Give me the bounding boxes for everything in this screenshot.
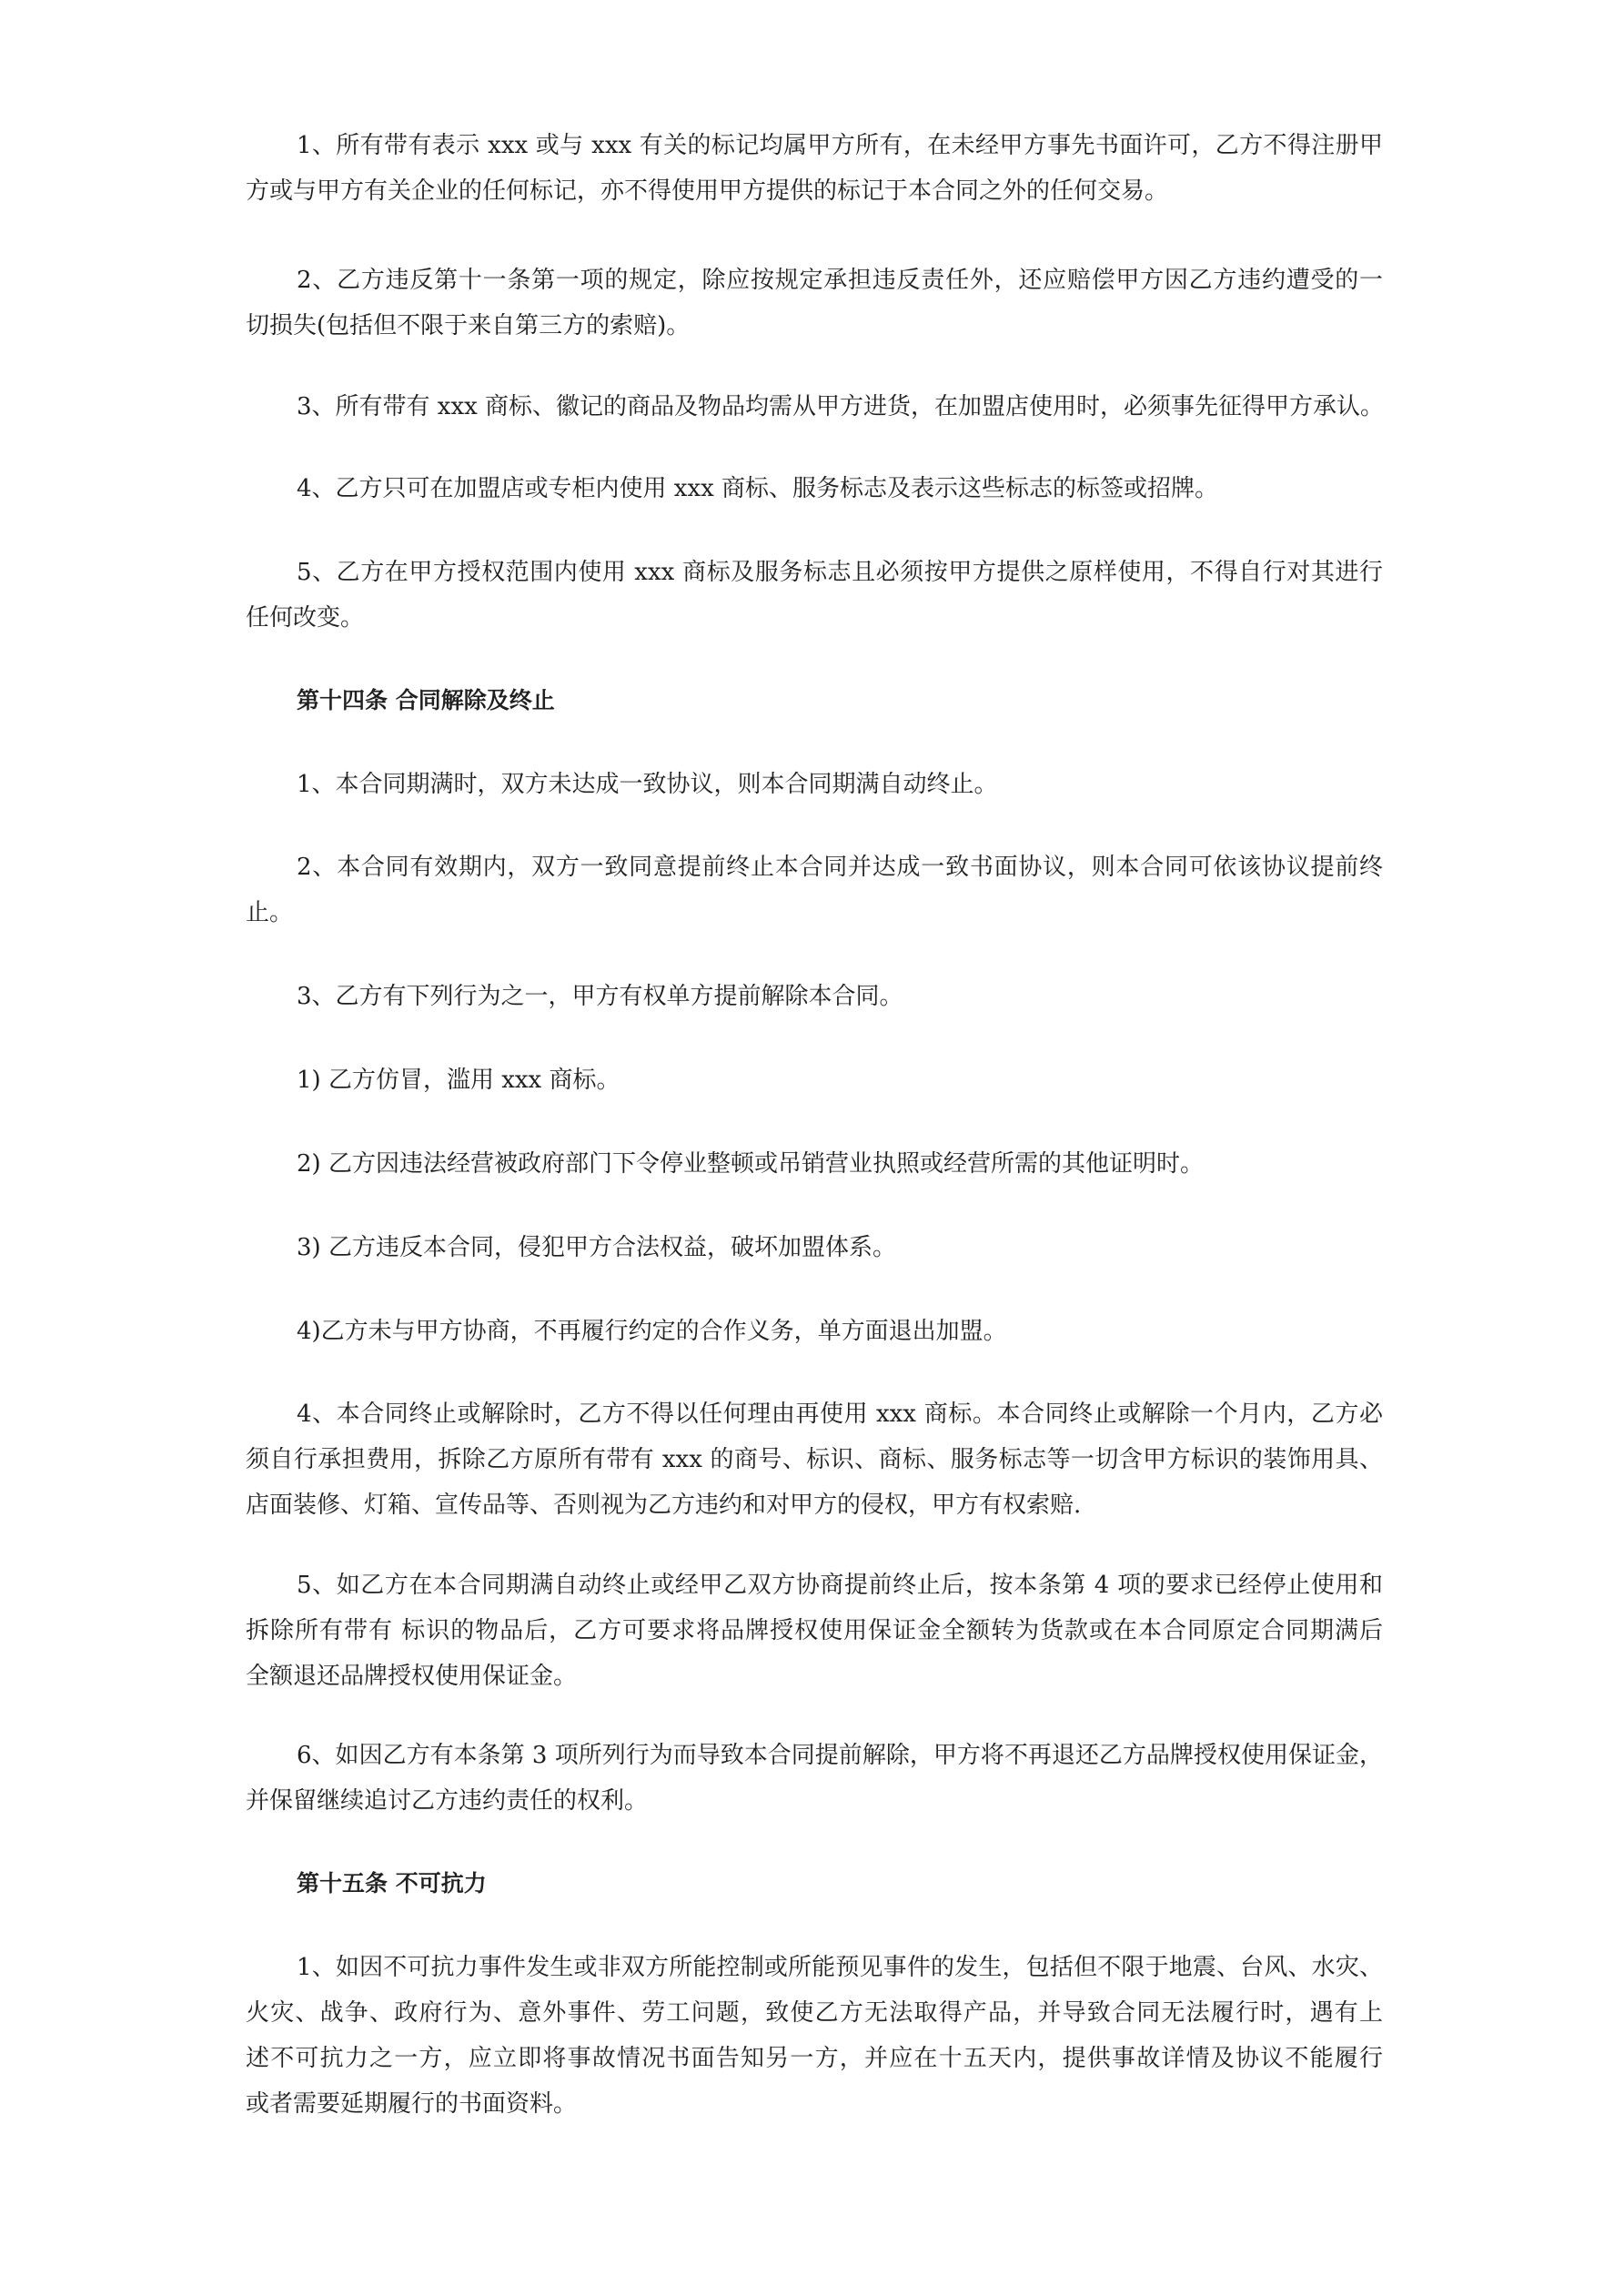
clause-line: 5、如乙方在本合同期满自动终止或经甲乙双方协商提前终止后，按本条第 4 项的要求已经停止使用和 xyxy=(297,1572,1383,1599)
clause-14-sub-4 xyxy=(246,1309,1383,1354)
clause-line: 或者需要延期履行的书面资料。 xyxy=(246,2090,578,2118)
clause-15-item-1 xyxy=(246,1945,1383,2127)
clause-line: 3、乙方有下列行为之一，甲方有权单方提前解除本合同。 xyxy=(297,983,903,1010)
clause-line: 1、所有带有表示 xxx 或与 xxx 有关的标记均属甲方所有，在未经甲方事先书面许可，乙方不得注册甲 xyxy=(297,132,1383,159)
section-15-heading xyxy=(246,1861,1383,1907)
clause-line: 1、如因不可抗力事件发生或非双方所能控制或所能预见事件的发生，包括但不限于地震、台风、水灾、 xyxy=(297,1954,1383,1981)
clause-line: 3、所有带有 xxx 商标、徽记的商品及物品均需从甲方进货，在加盟店使用时，必须事先征得甲方承认。 xyxy=(297,393,1385,420)
section-heading: 第十五条 不可抗力 xyxy=(297,1870,487,1896)
clause-line: 4、本合同终止或解除时，乙方不得以任何理由再使用 xxx 商标。本合同终止或解除一个月内，乙方必 xyxy=(297,1401,1383,1428)
clause-line: 火灾、战争、政府行为、意外事件、劳工问题，致使乙方无法取得产品，并导致合同无法履行时，遇有上 xyxy=(246,1999,1383,2027)
clause-line: 1) 乙方仿冒，滥用 xxx 商标。 xyxy=(297,1067,620,1094)
clause-line: 述不可抗力之一方，应立即将事故情况书面告知另一方，并应在十五天内，提供事故详情及协议不能履行 xyxy=(246,2045,1383,2072)
clause-line: 3) 乙方违反本合同，侵犯甲方合法权益，破坏加盟体系。 xyxy=(297,1234,896,1261)
clause-line: 2、本合同有效期内，双方一致同意提前终止本合同并达成一致书面协议，则本合同可依该协议提前终 xyxy=(297,854,1383,881)
clause-line: 任何改变。 xyxy=(246,604,365,632)
clause-14-sub-1 xyxy=(246,1057,1383,1103)
clause-line: 止。 xyxy=(246,899,294,926)
clause-14-item-2 xyxy=(246,845,1383,936)
clause-13-item-5 xyxy=(246,550,1383,641)
clause-line: 切损失(包括但不限于来自第三方的索赔)。 xyxy=(246,312,691,339)
clause-13-item-3 xyxy=(246,384,1383,430)
clause-13-item-1 xyxy=(246,123,1383,214)
clause-line: 2) 乙方因违法经营被政府部门下令停业整顿或吊销营业执照或经营所需的其他证明时。 xyxy=(297,1150,1204,1178)
clause-14-item-3 xyxy=(246,974,1383,1019)
clause-line: 须自行承担费用，拆除乙方原所有带有 xxx 的商号、标识、商标、服务标志等一切含甲方标识的装饰用具、 xyxy=(246,1446,1383,1473)
clause-line: 店面装修、灯箱、宣传品等、否则视为乙方违约和对甲方的侵权，甲方有权索赔. xyxy=(246,1492,1082,1519)
clause-14-sub-2 xyxy=(246,1141,1383,1187)
clause-13-item-4 xyxy=(246,466,1383,511)
clause-line: 4、乙方只可在加盟店或专柜内使用 xxx 商标、服务标志及表示这些标志的标签或招牌。 xyxy=(297,475,1219,502)
clause-line: 全额退还品牌授权使用保证金。 xyxy=(246,1663,578,1690)
clause-line: 6、如因乙方有本条第 3 项所列行为而导致本合同提前解除，甲方将不再退还乙方品牌授权使用保证金， xyxy=(297,1742,1383,1769)
clause-14-item-1 xyxy=(246,762,1383,807)
clause-13-item-2 xyxy=(246,258,1383,349)
clause-line: 并保留继续追讨乙方违约责任的权利。 xyxy=(246,1787,649,1815)
clause-line: 4)乙方未与甲方协商，不再履行约定的合作义务，单方面退出加盟。 xyxy=(297,1318,1007,1345)
section-14-heading xyxy=(246,678,1383,723)
clause-line: 5、乙方在甲方授权范围内使用 xxx 商标及服务标志且必须按甲方提供之原样使用，不得自行对其进行 xyxy=(297,559,1383,586)
clause-line: 2、乙方违反第十一条第一项的规定，除应按规定承担违反责任外，还应赔偿甲方因乙方违约遭受的一 xyxy=(297,267,1383,294)
clause-14-item-4 xyxy=(246,1391,1383,1528)
clause-14-item-5 xyxy=(246,1563,1383,1699)
clause-14-sub-3 xyxy=(246,1225,1383,1270)
clause-line: 拆除所有带有 标识的物品后，乙方可要求将品牌授权使用保证金全额转为货款或在本合同原定合同期满后 xyxy=(246,1617,1383,1644)
clause-14-item-6 xyxy=(246,1733,1383,1824)
clause-line: 1、本合同期满时，双方未达成一致协议，则本合同期满自动终止。 xyxy=(297,771,998,798)
clause-line: 方或与甲方有关企业的任何标记，亦不得使用甲方提供的标记于本合同之外的任何交易。 xyxy=(246,177,1169,205)
section-heading: 第十四条 合同解除及终止 xyxy=(297,687,555,713)
